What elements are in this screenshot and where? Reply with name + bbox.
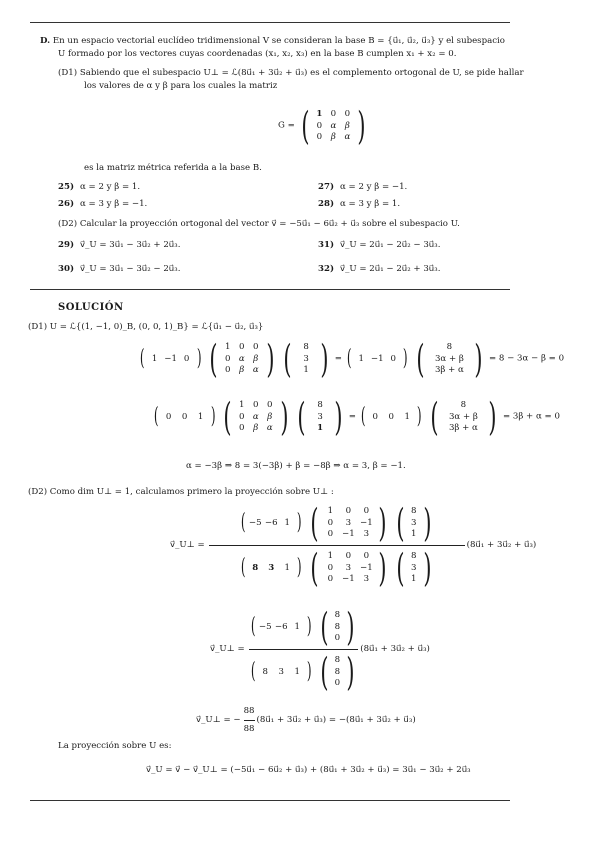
paren-right-icon: ) xyxy=(280,395,289,439)
d1-statement-line2: los valores de α y β para los cuales la matriz xyxy=(84,81,278,91)
col-vector xyxy=(408,506,420,540)
g-cell: α xyxy=(330,120,337,131)
cell: 0 xyxy=(225,353,231,364)
cell: 0 xyxy=(181,411,188,422)
paren-left-icon: ( xyxy=(300,104,310,148)
paren-left-icon: ( xyxy=(297,395,306,439)
cell: 0 xyxy=(225,365,231,376)
cell: 0 xyxy=(345,550,352,561)
d2-label: (D2) xyxy=(58,219,78,229)
projection-lhs: v⃗_U⊥ = xyxy=(210,644,245,655)
cell: 8 xyxy=(446,341,453,352)
g-cell: 0 xyxy=(316,120,323,131)
cell: 0 xyxy=(239,411,245,422)
option-number: 27) xyxy=(318,182,335,192)
paren-left-icon: ( xyxy=(346,346,352,371)
cell: 3β + α xyxy=(448,423,478,434)
top-rule xyxy=(30,22,510,23)
row-vector xyxy=(367,412,415,423)
equals: = xyxy=(334,353,342,364)
cell: 3 xyxy=(268,562,275,573)
cell: 8 xyxy=(411,550,417,561)
solution-d1-line: (D1) U = ℒ{(1, −1, 0)_B, (0, 0, 1)_B} = ℒ{u⃗₁ − u⃗₂, u⃗₃} xyxy=(28,322,264,332)
cell: 3α + β xyxy=(448,411,478,422)
paren-right-icon: ) xyxy=(378,501,387,545)
paren-left-icon: ( xyxy=(309,501,319,545)
cell: 8 xyxy=(334,654,341,665)
cell: 1 xyxy=(284,517,290,528)
cell: β xyxy=(239,365,245,376)
d1-label: (D1) xyxy=(58,68,78,78)
row-vector xyxy=(161,412,209,423)
projection-rhs: (8u⃗₁ + 3u⃗₂ + u⃗₃) xyxy=(466,540,537,551)
option-text: v⃗_U = 3u⃗₁ − 3u⃗₂ − 2u⃗₃. xyxy=(80,264,181,274)
option-31[interactable] xyxy=(318,240,440,251)
paren-right-icon: ) xyxy=(423,501,432,545)
cell: −1 xyxy=(360,562,373,573)
paren-right-icon: ) xyxy=(357,104,366,148)
col-vector xyxy=(427,342,471,376)
cell: 0 xyxy=(372,411,378,422)
d2-statement xyxy=(58,219,588,230)
paren-left-icon: ( xyxy=(309,546,319,590)
paren-left-icon: ( xyxy=(153,404,159,429)
paren-right-icon: ) xyxy=(320,337,329,381)
option-text: v⃗_U = 2u⃗₁ − 2u⃗₂ − 3u⃗₃. xyxy=(340,240,441,250)
option-number: 28) xyxy=(318,199,335,209)
cell: 0 xyxy=(327,517,334,528)
projection-step-3 xyxy=(196,706,416,734)
paren-right-icon: ) xyxy=(346,650,355,694)
cell: 1 xyxy=(225,341,231,352)
cell: −1 xyxy=(360,517,373,528)
col-vector xyxy=(331,655,343,689)
g-matrix xyxy=(221,342,263,376)
option-number: 32) xyxy=(318,264,335,274)
paren-left-icon: ( xyxy=(250,659,256,684)
cell: 3 xyxy=(303,353,309,364)
cell: −5 xyxy=(258,621,272,632)
g-matrix xyxy=(312,109,354,143)
cell: 3 xyxy=(317,411,323,422)
paren-left-icon: ( xyxy=(360,404,366,429)
row-vector xyxy=(257,622,305,633)
cell: α xyxy=(238,353,245,364)
option-26[interactable] xyxy=(58,199,147,210)
problem-intro-line1: En un espacio vectorial euclídeo tridimensional V se consideran la base B = {u⃗₁, u⃗₂, u⃗₃} y el subespacio xyxy=(52,36,505,46)
option-25[interactable] xyxy=(58,182,140,193)
cell: 3 xyxy=(411,517,417,528)
cell: 0 xyxy=(239,423,245,434)
option-number: 31) xyxy=(318,240,335,250)
cell: 8 xyxy=(334,666,341,677)
cell: 8 xyxy=(303,341,309,352)
paren-left-icon: ( xyxy=(396,546,405,590)
cell: β xyxy=(253,423,259,434)
option-32[interactable] xyxy=(318,264,440,275)
mid-rule xyxy=(30,289,510,290)
paren-left-icon: ( xyxy=(240,510,246,535)
paren-left-icon: ( xyxy=(139,346,145,371)
option-30[interactable] xyxy=(58,264,180,275)
projection-fraction xyxy=(209,501,465,590)
paren-left-icon: ( xyxy=(415,337,425,381)
g-label: G = xyxy=(278,120,295,131)
cell: 1 xyxy=(411,529,417,540)
paren-left-icon: ( xyxy=(240,555,246,580)
problem-intro-line2: U formado por los vectores cuyas coordenadas (x₁, x₂, x₃) en la base B cumplen x₁ + x₂ = 0. xyxy=(58,49,457,59)
cell: −5 xyxy=(248,517,262,528)
fraction-denominator xyxy=(239,546,435,590)
cell: 1 xyxy=(151,353,158,364)
cell: 0 xyxy=(165,411,172,422)
paren-right-icon: ) xyxy=(266,337,275,381)
paren-right-icon: ) xyxy=(334,395,343,439)
cell: 1 xyxy=(411,574,417,585)
cell: α xyxy=(266,423,273,434)
option-number: 30) xyxy=(58,264,75,274)
equation-2 xyxy=(152,395,560,439)
g-matrix xyxy=(235,400,277,434)
equals: = xyxy=(348,411,356,422)
paren-right-icon: ) xyxy=(307,614,312,639)
paren-right-icon: ) xyxy=(307,659,312,684)
row-vector xyxy=(353,354,401,365)
paren-left-icon: ( xyxy=(396,501,405,545)
g-cell: α xyxy=(344,132,351,143)
cell: 1 xyxy=(197,411,204,422)
g-cell: β xyxy=(344,120,350,131)
cell: α xyxy=(252,411,259,422)
paren-right-icon: ) xyxy=(403,346,408,371)
cell: −6 xyxy=(264,517,278,528)
cell: −1 xyxy=(370,353,384,364)
paren-right-icon: ) xyxy=(297,510,302,535)
matrix xyxy=(321,506,375,540)
projection-fraction xyxy=(249,605,359,694)
cell: 0 xyxy=(253,341,259,352)
bottom-rule xyxy=(30,800,510,801)
problem-intro xyxy=(40,36,580,47)
solution-title: SOLUCIÓN xyxy=(58,302,124,313)
projection-step-2 xyxy=(210,605,430,694)
paren-left-icon: ( xyxy=(429,395,439,439)
paren-right-icon: ) xyxy=(196,346,202,371)
cell: 0 xyxy=(239,341,245,352)
option-text: α = 3 y β = 1. xyxy=(340,199,401,209)
fraction-numerator xyxy=(209,501,465,546)
d2-text: Calcular la proyección ortogonal del vector v⃗ = −5u⃗₁ − 6u⃗₂ + u⃗₃ sobre el subespacio U. xyxy=(79,219,460,229)
cell: 0 xyxy=(363,505,370,516)
option-text: α = 2 y β = −1. xyxy=(340,182,408,192)
paren-right-icon: ) xyxy=(423,546,432,590)
metric-text: es la matriz métrica referida a la base B. xyxy=(84,163,262,173)
cell: 8 xyxy=(411,505,417,516)
cell: 1 xyxy=(303,365,309,376)
cell: 0 xyxy=(334,633,341,644)
cell: 0 xyxy=(327,529,334,540)
equation-result: = 3β + α = 0 xyxy=(502,411,560,422)
fraction-denominator: 88 xyxy=(243,723,255,734)
d1-statement xyxy=(58,68,588,79)
paren-left-icon: ( xyxy=(319,650,329,694)
d1-text: Sabiendo que el subespacio U⊥ = ℒ(8u⃗₁ + 3u⃗₂ + u⃗₃) es el complemento ortogonal de U, se pide hallar xyxy=(79,68,524,78)
option-number: 26) xyxy=(58,199,75,209)
paren-right-icon: ) xyxy=(346,605,355,649)
g-cell: 1 xyxy=(316,108,323,119)
g-matrix-block xyxy=(278,104,369,148)
projection-step-1 xyxy=(170,501,537,590)
cell: 1 xyxy=(317,423,324,434)
col-vector xyxy=(441,400,485,434)
g-cell: β xyxy=(330,132,336,143)
projection-lhs: v⃗_U⊥ = − xyxy=(196,714,241,725)
cell: 3 xyxy=(345,562,352,573)
g-cell: 0 xyxy=(344,108,351,119)
fraction-numerator: 88 xyxy=(244,706,255,721)
cell: 0 xyxy=(363,550,370,561)
cell: 1 xyxy=(404,411,410,422)
cell: 8 xyxy=(317,399,323,410)
cell: 8 xyxy=(460,399,467,410)
cell: 0 xyxy=(253,399,259,410)
paren-right-icon: ) xyxy=(378,546,387,590)
g-cell: 0 xyxy=(330,108,337,119)
deduction-line: α = −3β ⇒ 8 = 3(−3β) + β = −8β ⇒ α = 3, β = −1. xyxy=(186,461,406,471)
projection-rhs: (8u⃗₁ + 3u⃗₂ + u⃗₃) = −(8u⃗₁ + 3u⃗₂ + u⃗₃) xyxy=(256,714,416,725)
option-text: v⃗_U = 3u⃗₁ − 3u⃗₂ + 2u⃗₃. xyxy=(80,240,181,250)
equation-1 xyxy=(138,337,565,381)
cell: 3 xyxy=(363,529,370,540)
cell: 1 xyxy=(239,399,245,410)
cell: 1 xyxy=(294,666,300,677)
cell: β xyxy=(267,411,273,422)
cell: 0 xyxy=(267,399,273,410)
cell: α xyxy=(252,365,259,376)
col-vector xyxy=(309,400,331,434)
cell: 0 xyxy=(334,678,341,689)
cell: 8 xyxy=(252,562,259,573)
paren-left-icon: ( xyxy=(319,605,329,649)
cell: 3α + β xyxy=(434,353,464,364)
matrix xyxy=(321,551,375,585)
cell: −1 xyxy=(342,529,355,540)
col-vector xyxy=(295,342,317,376)
paren-right-icon: ) xyxy=(297,555,302,580)
cell: 1 xyxy=(284,562,290,573)
cell: −1 xyxy=(164,353,177,364)
cell: 8 xyxy=(334,609,341,620)
final-result: v⃗_U = v⃗ − v⃗_U⊥ = (−5u⃗₁ − 6u⃗₂ + u⃗₃) + (8u⃗₁ + 3u⃗₂ + u⃗₃) = 3u⃗₁ − 3u⃗₂ + 2u⃗₃ xyxy=(146,765,471,775)
col-vector xyxy=(331,610,343,644)
option-text: α = 2 y β = 1. xyxy=(80,182,141,192)
col-vector xyxy=(408,551,420,585)
cell: 0 xyxy=(390,353,396,364)
projection-on-u-text: La proyección sobre U es: xyxy=(58,741,172,751)
paren-left-icon: ( xyxy=(223,395,232,439)
option-28[interactable] xyxy=(318,199,400,210)
projection-lhs: v⃗_U⊥ = xyxy=(170,540,205,551)
cell: 8 xyxy=(262,666,268,677)
paren-right-icon: ) xyxy=(488,395,497,439)
equation-result: = 8 − 3α − β = 0 xyxy=(488,353,565,364)
problem-letter: D. xyxy=(40,36,51,46)
row-vector xyxy=(257,667,305,678)
cell: 3 xyxy=(411,562,417,573)
paren-left-icon: ( xyxy=(250,614,256,639)
cell: 3β + α xyxy=(434,365,464,376)
cell: −1 xyxy=(342,574,355,585)
projection-fraction xyxy=(244,706,255,734)
fraction-denominator xyxy=(249,650,359,694)
cell: 0 xyxy=(183,353,190,364)
cell: 0 xyxy=(388,411,394,422)
paren-left-icon: ( xyxy=(283,337,292,381)
paren-right-icon: ) xyxy=(474,337,483,381)
cell: 0 xyxy=(327,574,334,585)
cell: β xyxy=(253,353,259,364)
fraction-numerator xyxy=(249,605,359,650)
cell: 3 xyxy=(278,666,284,677)
option-text: α = 3 y β = −1. xyxy=(80,199,148,209)
paren-left-icon: ( xyxy=(209,337,218,381)
cell: 0 xyxy=(345,505,352,516)
cell: 1 xyxy=(294,621,300,632)
g-cell: 0 xyxy=(316,132,323,143)
row-vector xyxy=(147,354,195,365)
row-vector xyxy=(247,563,295,574)
cell: 8 xyxy=(334,621,341,632)
cell: 3 xyxy=(363,574,370,585)
solution-d2-line: (D2) Como dim U⊥ = 1, calculamos primero la proyección sobre U⊥ : xyxy=(28,487,334,497)
option-29[interactable] xyxy=(58,240,180,251)
cell: 1 xyxy=(358,353,364,364)
projection-rhs: (8u⃗₁ + 3u⃗₂ + u⃗₃) xyxy=(360,644,430,655)
paren-right-icon: ) xyxy=(210,404,216,429)
paren-right-icon: ) xyxy=(417,404,422,429)
cell: 0 xyxy=(327,562,334,573)
cell: 1 xyxy=(327,550,334,561)
cell: 3 xyxy=(345,517,352,528)
option-text: v⃗_U = 2u⃗₁ − 2u⃗₂ + 3u⃗₃. xyxy=(340,264,441,274)
option-27[interactable] xyxy=(318,182,407,193)
option-number: 29) xyxy=(58,240,75,250)
cell: −6 xyxy=(274,621,288,632)
cell: 1 xyxy=(327,505,334,516)
option-number: 25) xyxy=(58,182,75,192)
row-vector xyxy=(247,518,295,529)
